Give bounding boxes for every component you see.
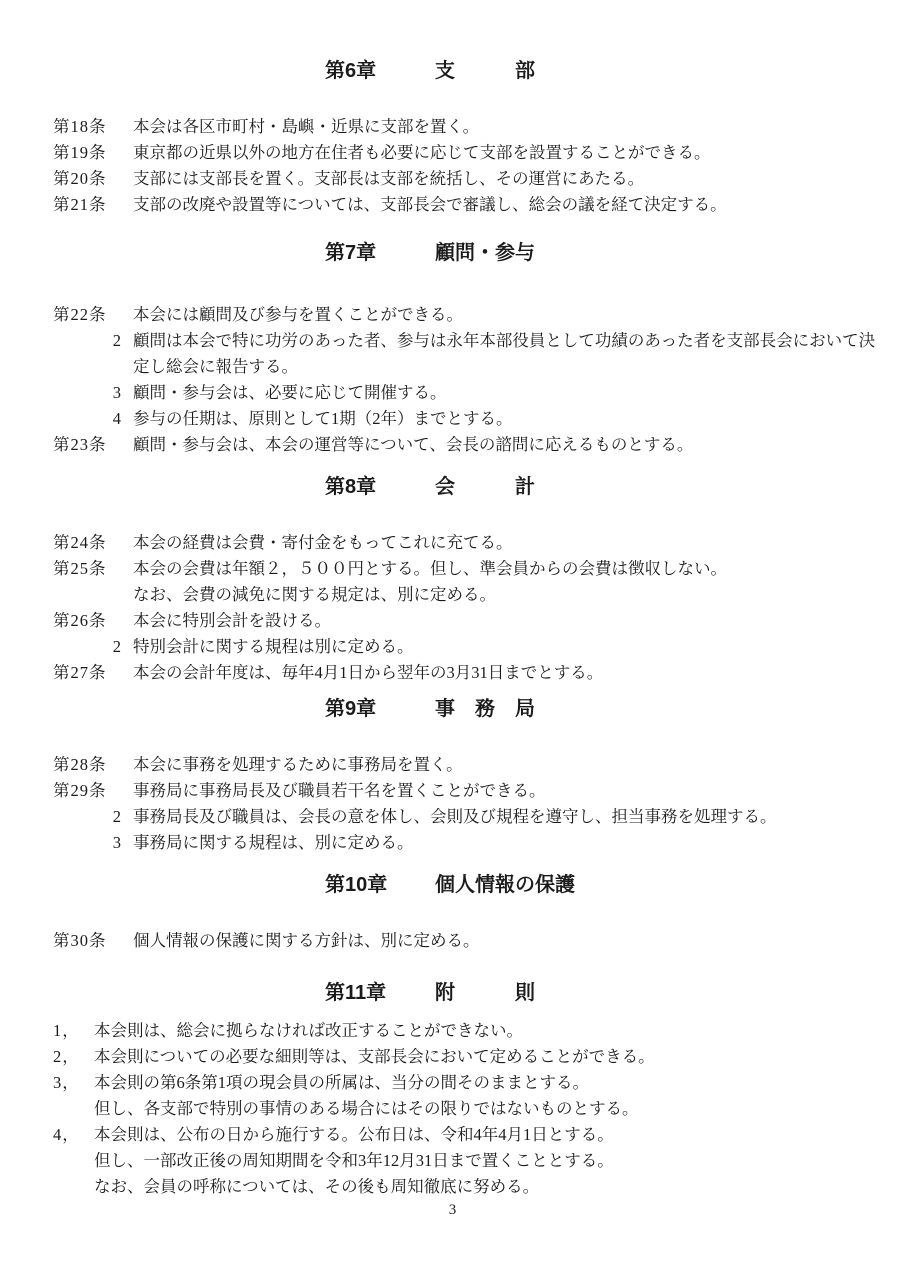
row-text [133, 778, 875, 804]
article-row [53, 608, 875, 634]
row-text [133, 432, 875, 458]
chapter-title: 事 務 局 [435, 698, 535, 720]
list-item-row [53, 1122, 875, 1200]
row-text [133, 634, 875, 660]
chapter-number: 第9章 [325, 698, 377, 720]
row-label: 4 [112, 409, 121, 428]
chapter-number: 第8章 [325, 476, 377, 498]
row-label: 第19条 [53, 143, 107, 162]
text-line: なお、会員の呼称については、その後も周知徹底に努める。 [94, 1177, 540, 1196]
chapter-heading [325, 696, 875, 722]
row-text [94, 1070, 875, 1122]
row-label: 1， [53, 1021, 80, 1040]
article-row [53, 302, 875, 328]
row-label: 3 [112, 833, 121, 852]
article-row [53, 432, 875, 458]
chapter-section [53, 980, 875, 1200]
text-line: 参与の任期は、原則として1期（2年）までとする。 [133, 409, 513, 428]
article-row [53, 114, 875, 140]
article-row [53, 530, 875, 556]
row-text [133, 830, 875, 856]
row-label: 4， [53, 1125, 80, 1144]
row-label: 3 [112, 383, 121, 402]
text-line: 事務局に事務局長及び職員若干名を置くことができる。 [133, 781, 546, 800]
row-text [133, 530, 875, 556]
sub-item-row [53, 804, 875, 830]
chapter-title: 顧問・参与 [435, 242, 535, 264]
row-label: 2 [112, 637, 121, 656]
chapter-section [53, 872, 875, 954]
row-text [133, 660, 875, 686]
article-row [53, 556, 875, 608]
text-line: 支部の改廃や設置等については、支部長会で審議し、総会の議を経て決定する。 [133, 195, 727, 214]
row-text [133, 608, 875, 634]
row-label: 2 [112, 331, 121, 350]
sub-item-row [53, 830, 875, 856]
row-text [133, 406, 875, 432]
row-text [133, 804, 875, 830]
chapter-section [53, 474, 875, 686]
row-label: 第22条 [53, 305, 107, 324]
text-line: 事務局長及び職員は、会長の意を体し、会則及び規程を遵守し、担当事務を処理する。 [133, 807, 777, 826]
list-item-row [53, 1070, 875, 1122]
row-text [133, 302, 875, 328]
row-label: 第18条 [53, 117, 107, 136]
article-row [53, 778, 875, 804]
row-text [133, 114, 875, 140]
row-text [133, 928, 875, 954]
chapter-rows [53, 114, 875, 218]
chapter-number: 第7章 [325, 242, 377, 264]
chapter-title: 会 計 [435, 476, 535, 498]
row-text [94, 1018, 875, 1044]
article-row [53, 928, 875, 954]
chapter-section [53, 240, 875, 458]
row-label: 第28条 [53, 755, 107, 774]
chapter-rows [53, 752, 875, 856]
row-label: 第25条 [53, 559, 107, 578]
row-label: 第29条 [53, 781, 107, 800]
chapter-rows [53, 530, 875, 686]
chapter-number: 第11章 [325, 982, 387, 1004]
text-line: 本会の会計年度は、毎年4月1日から翌年の3月31日までとする。 [133, 663, 604, 682]
article-row [53, 140, 875, 166]
sub-item-row [53, 406, 875, 432]
row-text [133, 380, 875, 406]
row-label: 第21条 [53, 195, 107, 214]
text-line: 本会は各区市町村・島嶼・近県に支部を置く。 [133, 117, 480, 136]
text-line: 但し、各支部で特別の事情のある場合にはその限りではないものとする。 [94, 1099, 639, 1118]
sub-item-row [53, 328, 875, 380]
document-body [53, 58, 875, 1200]
row-label: 2 [112, 807, 121, 826]
row-label: 3， [53, 1073, 80, 1092]
chapter-heading [325, 980, 875, 1006]
row-label: 2， [53, 1047, 80, 1066]
row-text [133, 140, 875, 166]
chapter-title: 支 部 [435, 60, 535, 82]
text-line: 定し総会に報告する。 [133, 357, 298, 376]
text-line: 本会則は、公布の日から施行する。公布日は、令和4年4月1日とする。 [94, 1125, 614, 1144]
text-line: 東京都の近県以外の地方在住者も必要に応じて支部を設置することができる。 [133, 143, 711, 162]
text-line: 事務局に関する規程は、別に定める。 [133, 833, 414, 852]
text-line: 本会に特別会計を設ける。 [133, 611, 331, 630]
row-text [133, 752, 875, 778]
text-line: 本会の経費は会費・寄付金をもってこれに充てる。 [133, 533, 513, 552]
row-label: 第23条 [53, 435, 107, 454]
row-label: 第24条 [53, 533, 107, 552]
article-row [53, 752, 875, 778]
text-line: 本会の会費は年額２，５００円とする。但し、準会員からの会費は徴収しない。 [133, 559, 727, 578]
row-text [94, 1122, 875, 1200]
text-line: 特別会計に関する規程は別に定める。 [133, 637, 414, 656]
chapter-rows [53, 928, 875, 954]
text-line: 顧問は本会で特に功労のあった者、参与は永年本部役員として功績のあった者を支部長会において決 [133, 331, 876, 350]
chapter-heading [325, 474, 875, 500]
list-item-row [53, 1044, 875, 1070]
chapter-title: 個人情報の保護 [435, 874, 575, 896]
text-line: 本会には顧問及び参与を置くことができる。 [133, 305, 463, 324]
article-row [53, 660, 875, 686]
text-line: 顧問・参与会は、本会の運営等について、会長の諮問に応えるものとする。 [133, 435, 694, 454]
chapter-rows [53, 1018, 875, 1200]
row-text [133, 328, 875, 380]
row-label: 第27条 [53, 663, 107, 682]
text-line: 但し、一部改正後の周知期間を令和3年12月31日まで置くこととする。 [94, 1151, 614, 1170]
chapter-heading [325, 58, 875, 84]
list-item-row [53, 1018, 875, 1044]
sub-item-row [53, 634, 875, 660]
row-text [133, 556, 875, 608]
row-label: 第26条 [53, 611, 107, 630]
text-line: 本会に事務を処理するために事務局を置く。 [133, 755, 463, 774]
row-text [133, 166, 875, 192]
text-line: 本会則についての必要な細則等は、支部長会において定めることができる。 [94, 1047, 655, 1066]
chapter-heading [325, 240, 875, 266]
article-row [53, 166, 875, 192]
text-line: 顧問・参与会は、必要に応じて開催する。 [133, 383, 447, 402]
text-line: 本会則の第6条第1項の現会員の所属は、当分の間そのままとする。 [94, 1073, 589, 1092]
chapter-rows [53, 302, 875, 458]
chapter-heading [325, 872, 875, 898]
text-line: 本会則は、総会に拠らなければ改正することができない。 [94, 1021, 523, 1040]
chapter-number: 第6章 [325, 60, 377, 82]
row-label: 第30条 [53, 931, 107, 950]
text-line: 個人情報の保護に関する方針は、別に定める。 [133, 931, 480, 950]
chapter-title: 附 則 [435, 982, 535, 1004]
chapter-section [53, 58, 875, 218]
row-text [133, 192, 875, 218]
text-line: 支部には支部長を置く。支部長は支部を統括し、その運営にあたる。 [133, 169, 645, 188]
row-label: 第20条 [53, 169, 107, 188]
row-text [94, 1044, 875, 1070]
text-line: なお、会費の減免に関する規定は、別に定める。 [133, 585, 496, 604]
chapter-number: 第10章 [325, 874, 388, 896]
page-number: 3 [448, 1202, 457, 1218]
chapter-section [53, 696, 875, 856]
sub-item-row [53, 380, 875, 406]
article-row [53, 192, 875, 218]
